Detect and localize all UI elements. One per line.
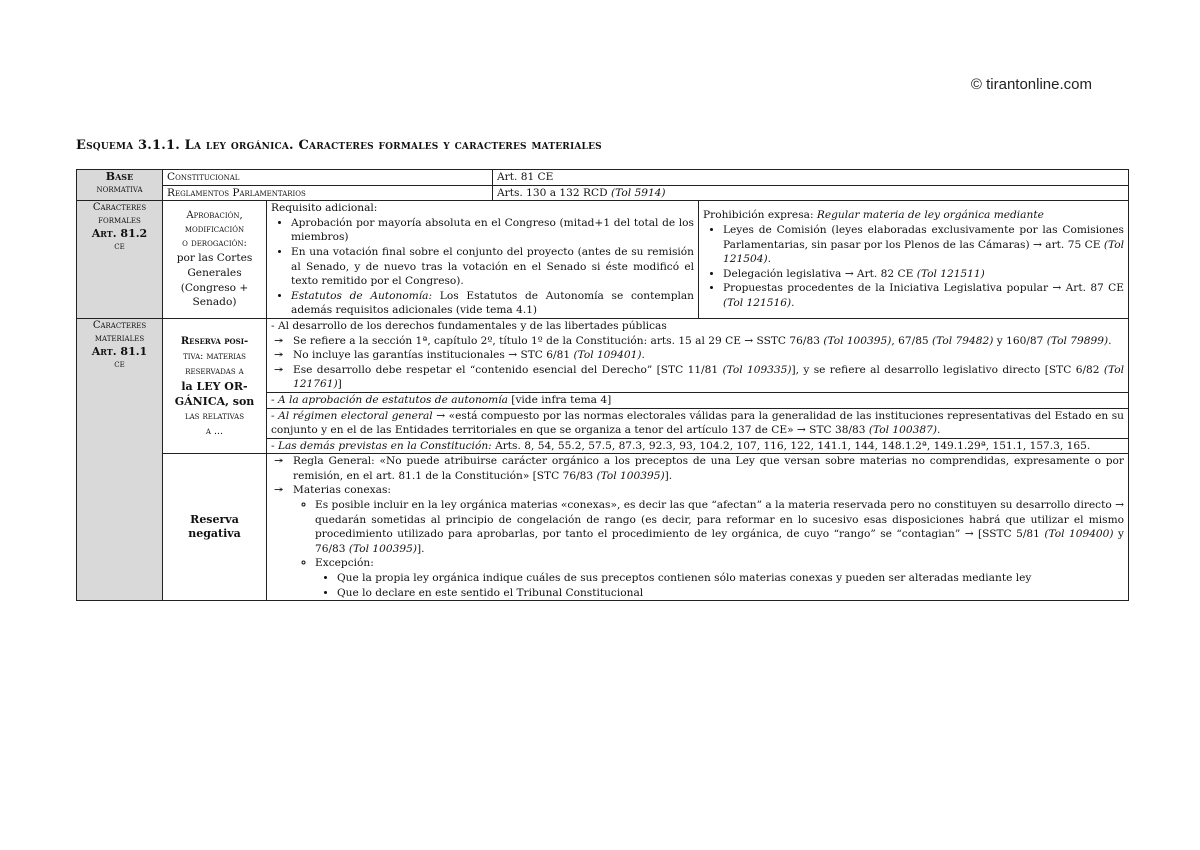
list-item: ◦ Excepción: • Que la propia ley orgánica indique cuáles de sus preceptos contienen sólo materias conexas y pueden ser alteradas mediante ley • Que lo declare en este sentido el Tribunal Constitucional bbox=[315, 556, 1124, 600]
list-item: • En una votación final sobre el conjunto del proyecto (antes de su remisión al Senado, y de nuevo tras la votación en el Senado si éste modificó el texto remitido por el Congreso). bbox=[291, 245, 694, 289]
list-item: • Propuestas procedentes de la Iniciativa Legislativa popular → Art. 87 CE (Tol 121516). bbox=[723, 281, 1124, 310]
table-row bbox=[77, 454, 1129, 601]
formales-requisito: Requisito adicional: • Aprobación por mayoría absoluta en el Congreso (mitad+1 del total de los miembros) • En una votación final sobre el conjunto del proyecto (antes de su remisión al Senado, y de nuevo tras la votación en el Senado si éste modificó el texto remitido por el Congreso). • Estatutos de Autonomía: Los Estatutos de Autonomía se contemplan además requisitos adicionales (vide tema 4.1) bbox=[267, 201, 699, 319]
base-constitucional: Constitucional bbox=[163, 170, 493, 186]
list-item: ↠ No incluye las garantías institucionales → STC 6/81 (Tol 109401). bbox=[293, 348, 1124, 363]
base-reglamentos: Reglamentos Parlamentarios bbox=[163, 185, 493, 201]
list-item: • Leyes de Comisión (leyes elaboradas exclusivamente por las Comisiones Parlamentarias, sin pasar por los Plenos de las Cámaras) → art. 75 CE (Tol 121504). bbox=[723, 223, 1124, 267]
formales-prohibicion: Prohibición expresa: Regular materia de ley orgánica mediante • Leyes de Comisión (leyes elaboradas exclusivamente por las Comisiones Parlamentarias, sin pasar por los Plenos de las Cámaras) → art. 75 CE (Tol 121504). • Delegación legislativa → Art. 82 CE (Tol 121511) • Propuestas procedentes de la Iniciativa Legislativa popular → Art. 87 CE (Tol 121516). bbox=[699, 201, 1129, 319]
list-item: ↠ Se refiere a la sección 1ª, capítulo 2º, título 1º de la Constitución: arts. 15 al 29 CE → SSTC 76/83 (Tol 100395), 67/85 (Tol 79482) y 160/87 (Tol 79899). bbox=[293, 334, 1124, 349]
list-item: • Aprobación por mayoría absoluta en el Congreso (mitad+1 del total de los miembros) bbox=[291, 216, 694, 245]
base-reglamentos-ref: Arts. 130 a 132 RCD (Tol 5914) bbox=[493, 185, 1129, 201]
positiva-estatutos: - A la aprobación de estatutos de autonomía [vide infra tema 4] bbox=[267, 392, 1129, 408]
table-row bbox=[77, 185, 1129, 201]
base-constitucional-ref: Art. 81 CE bbox=[493, 170, 1129, 186]
formales-aprobacion: Aprobación, modificación o derogación: por las Cortes Generales (Congreso + Senado) bbox=[163, 201, 267, 319]
watermark: © tirantonline.com bbox=[970, 76, 1092, 93]
page-title: Esquema 3.1.1. La ley orgánica. Caracteres formales y caracteres materiales bbox=[76, 138, 602, 153]
base-label: Base normativa bbox=[77, 170, 163, 201]
positiva-demas: - Las demás previstas en la Constitución: Arts. 8, 54, 55.2, 57.5, 87.3, 92.3, 93, 104.2, 107, 116, 122, 141.1, 144, 148.1.2ª, 149.1.29ª, 151.1, 157.3, 165. bbox=[267, 438, 1129, 454]
list-item: ↠ Ese desarrollo debe respetar el “contenido esencial del Derecho” [STC 11/81 (Tol 109335)], y se refiere al desarrollo legislativo directo [STC 6/82 (Tol 121761)] bbox=[293, 363, 1124, 392]
list-item: • Estatutos de Autonomía: Los Estatutos de Autonomía se contemplan además requisitos adicionales (vide tema 4.1) bbox=[291, 289, 694, 318]
list-item: • Que lo declare en este sentido el Tribunal Constitucional bbox=[337, 586, 1124, 601]
reserva-negativa: Reserva negativa bbox=[163, 454, 267, 601]
list-item: ↠ Materias conexas: ◦ Es posible incluir en la ley orgánica materias «conexas», es decir las que “afectan” a la materia reservada pero no constituyen su desarrollo directo → quedarán sometidas al principio de congelación de rango (es decir, para reformar en lo sucesivo esas disposiciones habrá que utilizar el mismo procedimiento utilizado para aprobarlas, por tanto el procedimiento de ley orgánica, de cuyo “rango” se “contagian” → [SSTC 5/81 (Tol 109400) y 76/83 (Tol 100395)]. ◦ Excepción: • Que la propia ley orgánica indique cuáles de sus preceptos contienen sólo materias conexas y pueden ser alteradas mediante ley • Que lo declare en este sentido el Tribunal Constitucional bbox=[293, 483, 1124, 600]
positiva-derechos: - Al desarrollo de los derechos fundamentales y de las libertades públicas ↠ Se refiere a la sección 1ª, capítulo 2º, título 1º de la Constitución: arts. 15 al 29 CE → SSTC 76/83 (Tol 100395), 67/85 (Tol 79482) y 160/87 (Tol 79899). ↠ No incluye las garantías institucionales → STC 6/81 (Tol 109401). ↠ Ese desarrollo debe respetar el “contenido esencial del Derecho” [STC 11/81 (Tol 109335)], y se refiere al desarrollo legislativo directo [STC 6/82 (Tol 121761)] bbox=[267, 318, 1129, 392]
positiva-electoral: - Al régimen electoral general → «está compuesto por las normas electorales válidas para la generalidad de las instituciones representativas del Estado en su conjunto y en el de las Entidades territoriales en que se organiza a tenor del artículo 137 de CE» → STC 38/83 (Tol 100387). bbox=[267, 408, 1129, 438]
negativa-content bbox=[267, 454, 1129, 601]
materiales-label: Caracteres materiales Art. 81.1 ce bbox=[77, 318, 163, 600]
table-row bbox=[77, 170, 1129, 186]
table-row bbox=[77, 201, 1129, 319]
list-item: • Que la propia ley orgánica indique cuáles de sus preceptos contienen sólo materias conexas y pueden ser alteradas mediante ley bbox=[337, 571, 1124, 586]
scheme-table bbox=[76, 169, 1129, 601]
table-row bbox=[77, 318, 1129, 392]
list-item: • Delegación legislativa → Art. 82 CE (Tol 121511) bbox=[723, 267, 1124, 282]
list-item: ↠ Regla General: «No puede atribuirse carácter orgánico a los preceptos de una Ley que versan sobre materias no comprendidas, expresamente o por remisión, en el art. 81.1 de la Constitución» [STC 76/83 (Tol 100395)]. bbox=[293, 454, 1124, 483]
list-item: ◦ Es posible incluir en la ley orgánica materias «conexas», es decir las que “afectan” a la materia reservada pero no constituyen su desarrollo directo → quedarán sometidas al principio de congelación de rango (es decir, para reformar en lo sucesivo esas disposiciones habrá que utilizar el mismo procedimiento utilizado para aprobarlas, por tanto el procedimiento de ley orgánica, de cuyo “rango” se “contagian” → [SSTC 5/81 (Tol 109400) y 76/83 (Tol 100395)]. bbox=[315, 498, 1124, 556]
reserva-positiva: Reserva posi- tiva: materias reservadas a la LEY OR- GÁNICA, son las relativas a ... bbox=[163, 318, 267, 453]
formales-label: Caracteres formales Art. 81.2 ce bbox=[77, 201, 163, 319]
